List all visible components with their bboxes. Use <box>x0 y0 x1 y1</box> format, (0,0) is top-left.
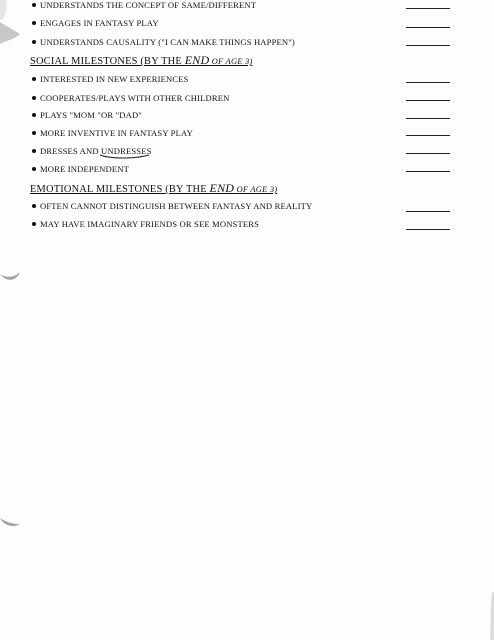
checklist-item <box>32 146 152 156</box>
item-label: COOPERATES/PLAYS WITH OTHER CHILDREN <box>40 93 230 103</box>
checkbox-line[interactable] <box>406 135 450 136</box>
bullet-icon <box>32 3 36 7</box>
checkbox-line[interactable] <box>406 45 450 46</box>
checkbox-line[interactable] <box>406 229 450 230</box>
bullet-icon <box>32 131 36 135</box>
scan-edge-mark <box>478 592 494 640</box>
binder-hole-mark <box>0 270 22 284</box>
item-label: MORE INVENTIVE IN FANTASY PLAY <box>40 128 193 138</box>
checkbox-line[interactable] <box>406 118 450 119</box>
item-label: PLAYS "MOM "OR "DAD" <box>40 110 142 120</box>
checkbox-line[interactable] <box>406 211 450 212</box>
bullet-icon <box>32 222 36 226</box>
item-label: INTERESTED IN NEW EXPERIENCES <box>40 74 189 84</box>
checklist-item <box>32 0 256 10</box>
item-label: DRESSES AND <box>40 146 102 156</box>
heading-text: SOCIAL MILESTONES (BY THE <box>30 56 185 67</box>
heading-text-end: OF AGE 3) <box>209 56 253 66</box>
checklist-item <box>32 128 193 138</box>
heading-text: EMOTIONAL MILESTONES (BY THE <box>30 184 210 195</box>
checklist-item <box>32 110 142 120</box>
item-label: ENGAGES IN FANTASY PLAY <box>40 18 159 28</box>
item-label: UNDERSTANDS CAUSALITY ("I CAN MAKE THINGS HAPPEN") <box>40 37 295 47</box>
bullet-icon <box>32 149 36 153</box>
item-label: OFTEN CANNOT DISTINGUISH BETWEEN FANTASY AND REALITY <box>40 201 313 211</box>
scan-corner-mark <box>0 0 30 44</box>
item-label: MAY HAVE IMAGINARY FRIENDS OR SEE MONSTERS <box>40 219 260 229</box>
underlined-word <box>101 146 152 156</box>
checkbox-line[interactable] <box>406 8 450 9</box>
checklist-item <box>32 201 312 211</box>
checklist-item <box>32 18 159 28</box>
hand-underline-mark <box>99 154 151 160</box>
item-label-marked: UNDRESSES <box>101 146 152 156</box>
item-label: UNDERSTANDS THE CONCEPT OF SAME/DIFFERENT <box>40 0 257 10</box>
bullet-icon <box>32 204 36 208</box>
bullet-icon <box>32 77 36 81</box>
checklist-item <box>32 164 129 174</box>
checkbox-line[interactable] <box>406 171 450 172</box>
social-milestones-heading <box>30 53 252 68</box>
bullet-icon <box>32 96 36 100</box>
bullet-icon <box>32 113 36 117</box>
item-label: MORE INDEPENDENT <box>40 164 130 174</box>
bullet-icon <box>32 167 36 171</box>
bullet-icon <box>32 21 36 25</box>
heading-text-end: OF AGE 3) <box>234 184 278 194</box>
checkbox-line[interactable] <box>406 27 450 28</box>
heading-emphasis: END <box>184 53 210 67</box>
checklist-item <box>32 93 229 103</box>
checkbox-line[interactable] <box>406 82 450 83</box>
checklist-item <box>32 37 295 47</box>
checklist-item <box>32 74 189 84</box>
checkbox-line[interactable] <box>406 100 450 101</box>
bullet-icon <box>32 40 36 44</box>
heading-emphasis: END <box>209 181 235 195</box>
binder-hole-mark <box>0 516 22 530</box>
emotional-milestones-heading <box>30 181 277 196</box>
checkbox-line[interactable] <box>406 153 450 154</box>
checklist-item <box>32 219 259 229</box>
